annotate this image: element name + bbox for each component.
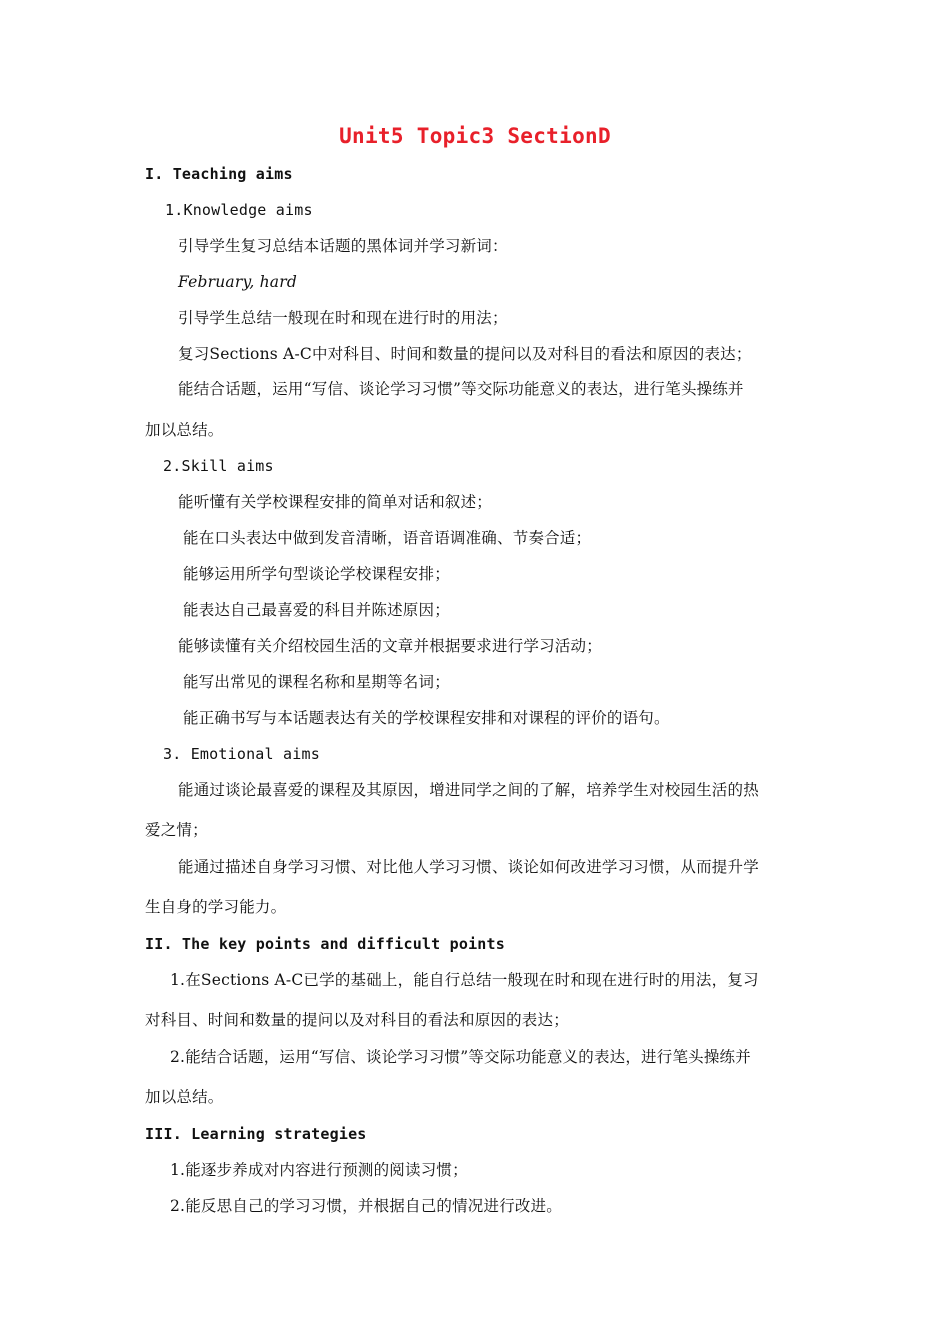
key-points-line: 加以总结。 (145, 1088, 224, 1106)
skill-line: 能在口头表达中做到发音清晰，语音语调准确、节奏合适； (183, 529, 592, 547)
key-points-line: 2.能结合话题，运用“写信、谈论学习习惯”等交际功能意义的表达，进行笔头操练并 (170, 1048, 751, 1066)
emotional-line: 能通过谈论最喜爱的课程及其原因，增进同学之间的了解，培养学生对校园生活的热 (178, 781, 759, 799)
subheading-skill-aims: 2.Skill aims (163, 457, 274, 475)
subheading-knowledge-aims: 1.Knowledge aims (165, 201, 313, 219)
knowledge-line: 引导学生复习总结本话题的黑体词并学习新词： (178, 237, 508, 255)
key-points-line: 对科目、时间和数量的提问以及对科目的看法和原因的表达； (145, 1011, 569, 1029)
emotional-line: 能通过描述自身学习习惯、对比他人学习习惯、谈论如何改进学习习惯，从而提升学 (178, 858, 759, 876)
section-heading-learning-strategies: III. Learning strategies (145, 1125, 367, 1143)
skill-line: 能表达自己最喜爱的科目并陈述原因； (183, 601, 450, 619)
knowledge-line: 能结合话题，运用“写信、谈论学习习惯”等交际功能意义的表达，进行笔头操练并 (178, 380, 744, 398)
knowledge-vocab-line: February, hard (178, 273, 297, 291)
section-heading-teaching-aims: I. Teaching aims (145, 165, 293, 183)
key-points-line: 1.在Sections A-C已学的基础上，能自行总结一般现在时和现在进行时的用法，复习 (170, 971, 759, 989)
document-title: Unit5 Topic3 SectionD (339, 124, 611, 148)
knowledge-line: 加以总结。 (145, 421, 224, 439)
skill-line: 能够运用所学句型谈论学校课程安排； (183, 565, 450, 583)
section-heading-key-points: II. The key points and difficult points (145, 935, 505, 953)
emotional-line: 爱之情； (145, 821, 208, 839)
skill-line: 能听懂有关学校课程安排的简单对话和叙述； (178, 493, 493, 511)
skill-line: 能写出常见的课程名称和星期等名词； (183, 673, 450, 691)
knowledge-line: 引导学生总结一般现在时和现在进行时的用法； (178, 309, 508, 327)
skill-line: 能够读懂有关介绍校园生活的文章并根据要求进行学习活动； (178, 637, 602, 655)
skill-line: 能正确书写与本话题表达有关的学校课程安排和对课程的评价的语句。 (183, 709, 670, 727)
emotional-line: 生自身的学习能力。 (145, 898, 287, 916)
knowledge-line: 复习Sections A-C中对科目、时间和数量的提问以及对科目的看法和原因的表达； (178, 345, 752, 363)
strategy-line: 2.能反思自己的学习习惯，并根据自己的情况进行改进。 (170, 1197, 562, 1215)
strategy-line: 1.能逐步养成对内容进行预测的阅读习惯； (170, 1161, 468, 1179)
subheading-emotional-aims: 3. Emotional aims (163, 745, 320, 763)
